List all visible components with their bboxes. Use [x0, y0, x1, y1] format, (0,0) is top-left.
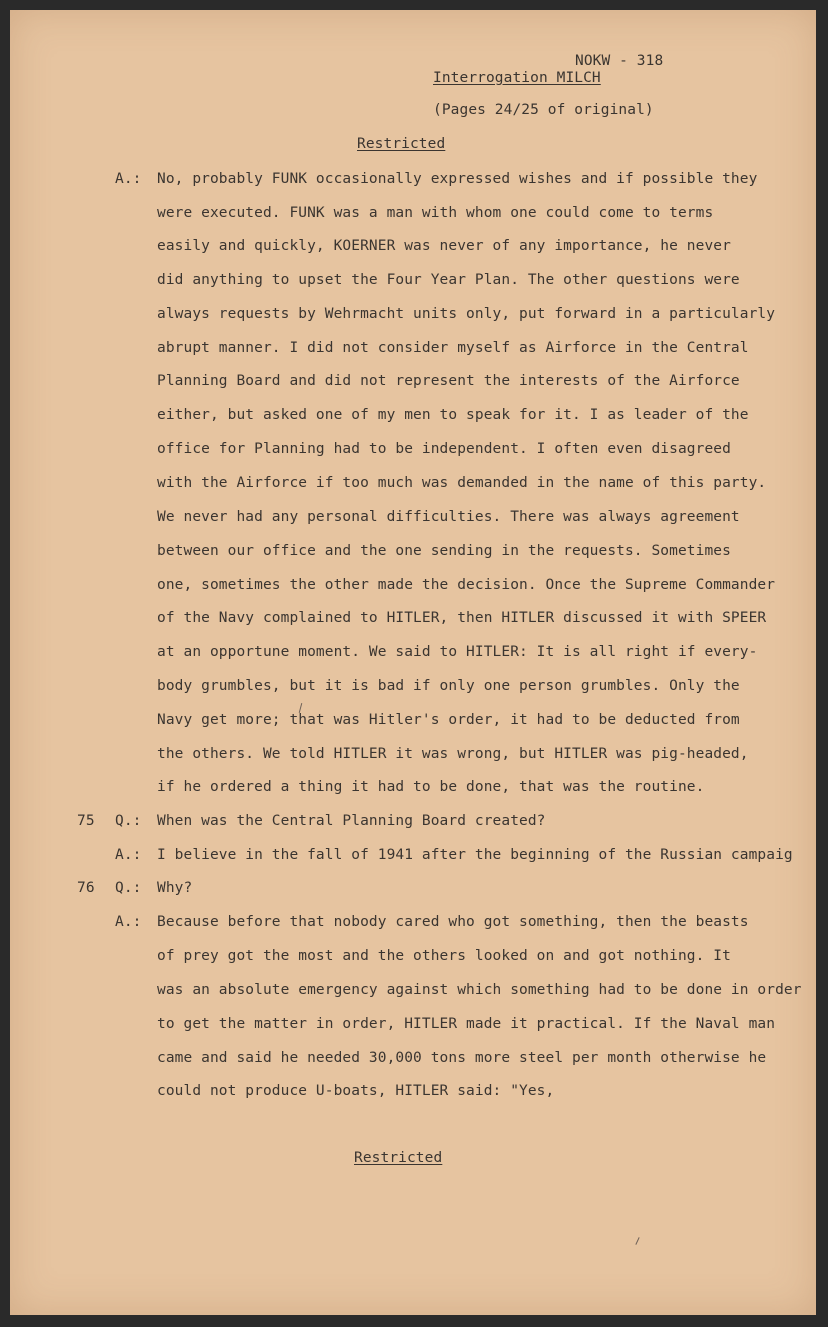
answer-label: A.: [115, 171, 142, 187]
text-line: We never had any personal difficulties. There was always agreement [157, 509, 740, 525]
text-line: Why? [157, 880, 193, 896]
question-label: Q.: [115, 813, 142, 829]
text-line: abrupt manner. I did not consider myself as Airforce in the Central [157, 340, 749, 356]
text-line: of the Navy complained to HITLER, then HITLER discussed it with SPEER [157, 610, 767, 626]
text-line: easily and quickly, KOERNER was never of any importance, he never [157, 238, 731, 254]
page-reference: (Pages 24/25 of original) [433, 102, 654, 118]
text-line: Navy get more; that was Hitler's order, it had to be deducted from [157, 712, 740, 728]
text-line: one, sometimes the other made the decision. Once the Supreme Commander [157, 577, 776, 593]
text-line: the others. We told HITLER it was wrong, but HITLER was pig-headed, [157, 746, 749, 762]
text-line: did anything to upset the Four Year Plan. The other questions were [157, 272, 740, 288]
question-number: 75 [77, 813, 95, 829]
document-number: NOKW - 318 [575, 53, 664, 69]
text-line: Because before that nobody cared who got something, then the beasts [157, 914, 749, 930]
text-line: When was the Central Planning Board created? [157, 813, 546, 829]
text-line: came and said he needed 30,000 tons more steel per month otherwise he [157, 1050, 767, 1066]
text-line: either, but asked one of my men to speak for it. I as leader of the [157, 407, 749, 423]
text-line: with the Airforce if too much was demanded in the name of this party. [157, 475, 767, 491]
answer-label: A.: [115, 914, 142, 930]
text-line: if he ordered a thing it had to be done, that was the routine. [157, 779, 705, 795]
text-line: at an opportune moment. We said to HITLER: It is all right if every- [157, 644, 758, 660]
document-title: Interrogation MILCH [433, 70, 601, 86]
text-line: between our office and the one sending in the requests. Sometimes [157, 543, 731, 559]
text-line: office for Planning had to be independent. I often even disagreed [157, 441, 731, 457]
question-label: Q.: [115, 880, 142, 896]
answer-label: A.: [115, 847, 142, 863]
classification-top: Restricted [357, 136, 446, 152]
text-line: to get the matter in order, HITLER made it practical. If the Naval man [157, 1016, 776, 1032]
text-line: Planning Board and did not represent the interests of the Airforce [157, 373, 740, 389]
text-line: were executed. FUNK was a man with whom one could come to terms [157, 205, 714, 221]
text-line: could not produce U-boats, HITLER said: "Yes, [157, 1083, 555, 1099]
text-line: No, probably FUNK occasionally expressed wishes and if possible they [157, 171, 758, 187]
text-line: of prey got the most and the others looked on and got nothing. It [157, 948, 731, 964]
text-line: body grumbles, but it is bad if only one person grumbles. Only the [157, 678, 740, 694]
text-line: always requests by Wehrmacht units only, put forward in a particularly [157, 306, 776, 322]
text-line: was an absolute emergency against which something had to be done in order [157, 982, 802, 998]
classification-bottom: Restricted [354, 1150, 443, 1166]
text-line: I believe in the fall of 1941 after the beginning of the Russian campaig [157, 847, 793, 863]
question-number: 76 [77, 880, 95, 896]
